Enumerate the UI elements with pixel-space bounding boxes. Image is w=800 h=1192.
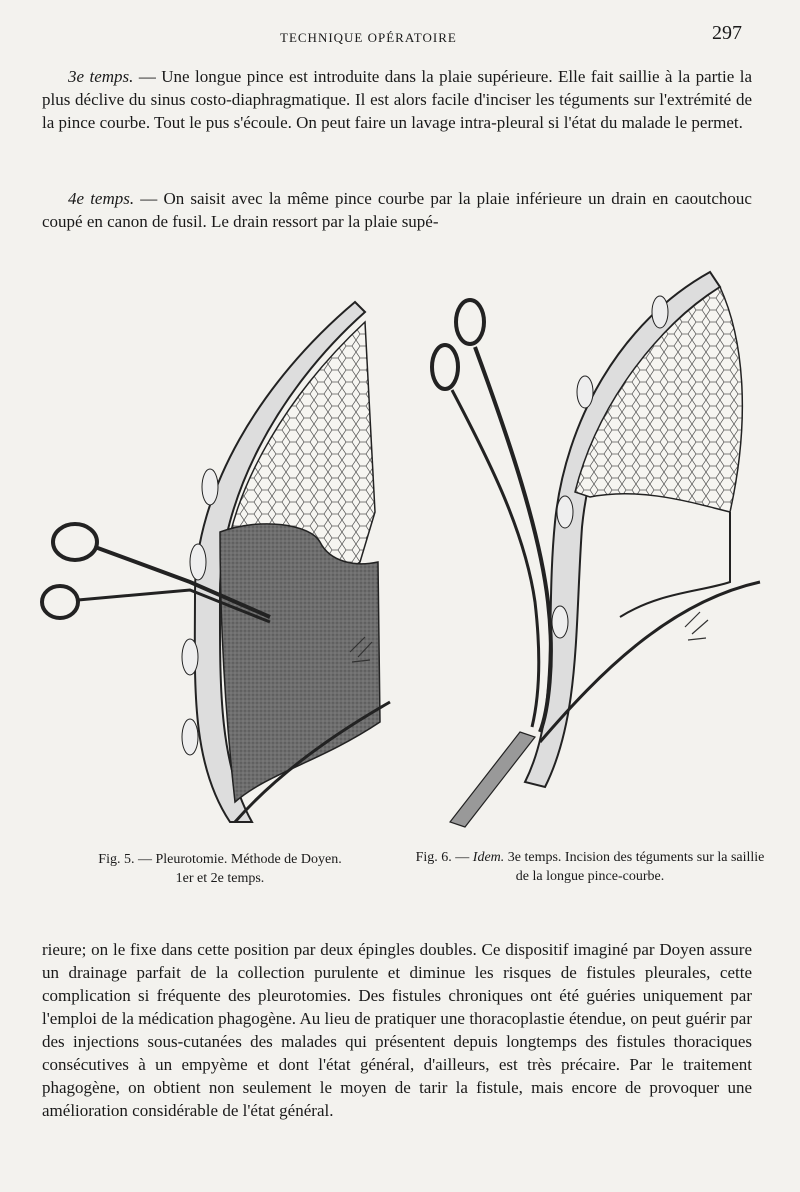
paragraph-third-step: [42, 65, 752, 134]
figure-6-caption-prefix: Fig. 6. —: [415, 850, 473, 865]
figure-6-drawing: [432, 272, 760, 827]
step-label-third: 3e temps.: [68, 67, 134, 86]
fig6-pleural-fold: [620, 512, 730, 617]
running-title: TECHNIQUE OPÉRATOIRE: [280, 30, 457, 45]
figure-6-caption-lead: Idem.: [472, 850, 505, 865]
figure-6-caption-text: 3e temps. Incision des téguments sur la saillie de la longue pince-courbe.: [504, 850, 765, 884]
figure-5-caption-line2: 1er et 2e temps.: [175, 871, 265, 886]
paragraph-fourth-step-text: — On saisit avec la même pince courbe par la plaie inférieure un drain en caoutchouc coupé en canon de fusil. Le drain ressort par la plaie supé-: [42, 189, 752, 231]
fig6-drain: [450, 732, 535, 827]
paragraph-third-step-text: — Une longue pince est introduite dans la plaie supérieure. Elle fait saillie à la partie la plus déclive du sinus costo-diaphragmatique. Il est alors facile d'inciser les téguments sur l'extrémité de la pince courbe. Tout le pus s'écoule. On peut faire un lavage intra-pleural si l'état du malade le permet.: [42, 67, 752, 132]
long-curved-forceps-icon: [432, 300, 551, 732]
step-label-fourth: 4e temps.: [68, 189, 135, 208]
figure-5-drawing: [42, 302, 390, 822]
figure-5-caption: [60, 850, 380, 888]
paragraph-continuation: rieure; on le fixe dans cette position par deux épingles doubles. Ce dispositif imaginé par Doyen assure un drainage parfait de la collection purulente et diminue les risques de fistules pleurales, cette complication si fréquente des pleurotomies. Des fistules chroniques ont été guéries uniquement par l'emploi de la médication phagogène. Au lieu de pratiquer une thoracoplastie étendue, on peut guérir par des injections sous-cutanées des malades qui présentent depuis longtemps des fistules thoraciques consécutives à un empyème et dont l'état général, d'ailleurs, est très précaire. Par le traitement phagogène, on obtient non seulement le moyen de tarir la fistule, mais encore de provoquer une amélioration considérable de l'état général.: [42, 940, 752, 1120]
figures-illustration: [20, 262, 780, 842]
fig6-signature-mark: [685, 612, 708, 640]
figure-6-caption: [410, 848, 770, 886]
page-number: 297: [712, 22, 742, 44]
paragraph-fourth-step: [42, 187, 752, 233]
figure-5-caption-line1: Fig. 5. — Pleurotomie. Méthode de Doyen.: [98, 852, 342, 867]
